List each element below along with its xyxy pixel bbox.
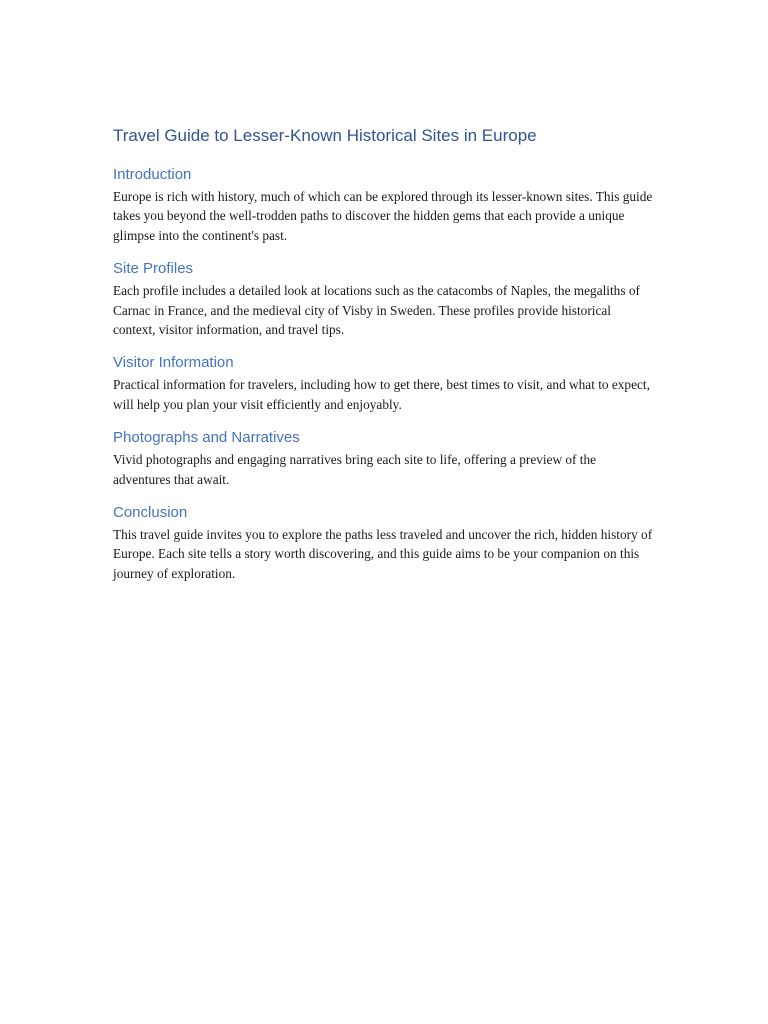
section-conclusion (113, 503, 656, 583)
section-heading-introduction: Introduction (113, 166, 192, 183)
section-body-conclusion: This travel guide invites you to explore the paths less traveled and uncover the rich, hidden history of Europe. Each site tells a story worth discovering, and this guide aims to be your companion on this journey of exploration. (113, 527, 653, 581)
section-body-site-profiles: Each profile includes a detailed look at locations such as the catacombs of Naples, the megaliths of Carnac in France, and the medieval city of Visby in Sweden. These profiles provide historical context, visitor information, and travel tips. (113, 283, 640, 338)
section-site-profiles (113, 259, 656, 339)
section-heading-site-profiles: Site Profiles (113, 260, 194, 278)
section-visitor-information (113, 353, 656, 414)
section-heading-visitor-information: Visitor Information (113, 354, 234, 372)
section-body-introduction: Europe is rich with history, much of which can be explored through its lesser-known sites. This guide takes you beyond the well-trodden paths to discover the hidden gems that each provide a unique glimpse into the continent's past. (113, 189, 653, 243)
section-photographs-and-narratives (113, 428, 656, 489)
document-title: Travel Guide to Lesser-Known Historical Sites in Europe (113, 126, 537, 145)
section-body-visitor-information: Practical information for travelers, including how to get there, best times to visit, and what to expect, will help you plan your visit efficiently and enjoyably. (113, 377, 650, 412)
section-heading-photographs-and-narratives: Photographs and Narratives (113, 429, 300, 447)
section-introduction (113, 165, 656, 245)
section-body-photographs-and-narratives: Vivid photographs and engaging narratives bring each site to life, offering a preview of the adventures that await. (113, 452, 597, 487)
section-heading-conclusion: Conclusion (113, 504, 188, 522)
